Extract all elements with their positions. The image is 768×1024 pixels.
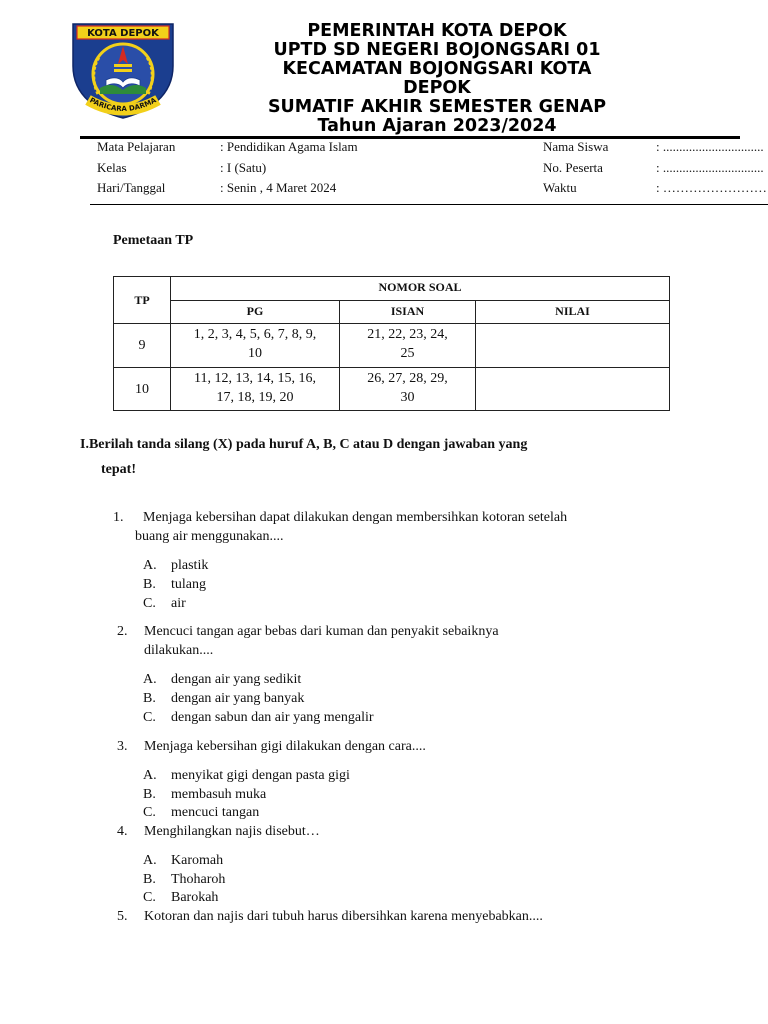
info-label-participant-number: No. Peserta bbox=[543, 160, 603, 175]
option-text[interactable]: Karomah bbox=[171, 853, 224, 868]
question-number: 1. bbox=[113, 510, 124, 525]
info-value-subject: : Pendidikan Agama Islam bbox=[220, 139, 358, 154]
question-text: Menjaga kebersihan dapat dilakukan dengan membersihkan kotoran setelah bbox=[143, 510, 568, 525]
cell-isian-line: 30 bbox=[400, 390, 415, 405]
cell-isian-line: 21, 22, 23, 24, bbox=[367, 327, 448, 342]
cell-tp: 9 bbox=[114, 324, 171, 368]
cell-isian bbox=[340, 324, 476, 368]
pemetaan-table bbox=[113, 276, 670, 411]
cell-isian bbox=[340, 368, 476, 411]
cell-nilai bbox=[476, 368, 670, 411]
option-text[interactable]: menyikat gigi dengan pasta gigi bbox=[171, 768, 350, 783]
cell-nilai bbox=[476, 324, 670, 368]
header-line-3: KECAMATAN BOJONGSARI KOTA bbox=[282, 59, 592, 79]
option-text[interactable]: Thoharoh bbox=[171, 872, 226, 887]
header-nilai: NILAI bbox=[476, 301, 670, 324]
info-label-student-name: Nama Siswa bbox=[543, 139, 609, 154]
logo-text-bottom: PARICARA DARMA bbox=[88, 96, 158, 114]
info-value-date: : Senin , 4 Maret 2024 bbox=[220, 180, 337, 195]
header-divider bbox=[80, 136, 740, 139]
header-tp: TP bbox=[114, 277, 171, 324]
info-label-time: Waktu bbox=[543, 180, 577, 195]
table-row bbox=[114, 324, 670, 368]
cell-pg-line: 1, 2, 3, 4, 5, 6, 7, 8, 9, bbox=[193, 327, 317, 342]
option-letter[interactable]: B. bbox=[143, 577, 156, 592]
cell-pg-line: 11, 12, 13, 14, 15, 16, bbox=[194, 371, 316, 386]
header-isian: ISIAN bbox=[340, 301, 476, 324]
info-label-subject: Mata Pelajaran bbox=[97, 139, 176, 154]
cell-pg bbox=[171, 324, 340, 368]
participant-number-field[interactable]: : ............................... bbox=[656, 160, 764, 175]
cell-isian-line: 25 bbox=[400, 346, 415, 361]
option-letter[interactable]: B. bbox=[143, 787, 156, 802]
pemetaan-title: Pemetaan TP bbox=[113, 233, 194, 248]
option-text[interactable]: Barokah bbox=[171, 890, 219, 905]
instruction-line-2: tepat! bbox=[101, 462, 136, 477]
table-row bbox=[114, 368, 670, 411]
option-letter[interactable]: A. bbox=[143, 672, 157, 687]
question-number: 5. bbox=[117, 909, 128, 924]
option-text[interactable]: plastik bbox=[171, 558, 209, 573]
option-text[interactable]: mencuci tangan bbox=[171, 805, 260, 820]
logo-text-top: KOTA DEPOK bbox=[87, 28, 159, 39]
option-text[interactable]: dengan air yang banyak bbox=[171, 691, 305, 706]
header-line-1: PEMERINTAH KOTA DEPOK bbox=[307, 21, 567, 41]
question-text: dilakukan.... bbox=[144, 643, 214, 658]
option-letter[interactable]: A. bbox=[143, 558, 157, 573]
instruction-line-1: I.Berilah tanda silang (X) pada huruf A, B, C atau D dengan jawaban yang bbox=[80, 437, 528, 452]
cell-pg-line: 17, 18, 19, 20 bbox=[216, 390, 294, 405]
option-letter[interactable]: A. bbox=[143, 768, 157, 783]
cell-pg bbox=[171, 368, 340, 411]
question-text: Mencuci tangan agar bebas dari kuman dan penyakit sebaiknya bbox=[144, 624, 499, 639]
header-line-5: SUMATIF AKHIR SEMESTER GENAP bbox=[267, 97, 607, 117]
option-letter[interactable]: C. bbox=[143, 710, 156, 725]
question-number: 2. bbox=[117, 624, 128, 639]
question-text: Menjaga kebersihan gigi dilakukan dengan cara.... bbox=[144, 739, 426, 754]
option-text[interactable]: dengan sabun dan air yang mengalir bbox=[171, 710, 374, 725]
header-pg: PG bbox=[171, 301, 340, 324]
option-letter[interactable]: C. bbox=[143, 890, 156, 905]
cell-isian-line: 26, 27, 28, 29, bbox=[367, 371, 448, 386]
option-letter[interactable]: B. bbox=[143, 872, 156, 887]
cell-pg-line: 10 bbox=[248, 346, 262, 361]
option-text[interactable]: tulang bbox=[171, 577, 206, 592]
header-nomor-soal: NOMOR SOAL bbox=[171, 277, 670, 301]
option-text[interactable]: membasuh muka bbox=[171, 787, 267, 802]
option-letter[interactable]: A. bbox=[143, 853, 157, 868]
info-divider bbox=[90, 204, 768, 205]
header-line-2: UPTD SD NEGERI BOJONGSARI 01 bbox=[273, 40, 601, 60]
question-text: Kotoran dan najis dari tubuh harus dibersihkan karena menyebabkan.... bbox=[144, 909, 543, 924]
school-header bbox=[190, 22, 684, 136]
instruction bbox=[80, 432, 720, 482]
option-letter[interactable]: C. bbox=[143, 805, 156, 820]
cell-tp: 10 bbox=[114, 368, 171, 411]
option-letter[interactable]: B. bbox=[143, 691, 156, 706]
header-line-6: Tahun Ajaran 2023/2024 bbox=[317, 116, 557, 136]
option-text[interactable]: dengan air yang sedikit bbox=[171, 672, 302, 687]
kota-depok-logo bbox=[70, 22, 176, 120]
info-label-class: Kelas bbox=[97, 160, 127, 175]
student-name-field[interactable]: : ............................... bbox=[656, 139, 764, 154]
question-text: buang air menggunakan.... bbox=[135, 529, 284, 544]
info-value-class: : I (Satu) bbox=[220, 160, 267, 175]
time-field[interactable]: : …………………… bbox=[656, 180, 767, 195]
question-number: 4. bbox=[117, 824, 128, 839]
question-text: Menghilangkan najis disebut… bbox=[144, 824, 320, 839]
option-letter[interactable]: C. bbox=[143, 596, 156, 611]
info-label-date: Hari/Tanggal bbox=[97, 180, 166, 195]
header-line-4: DEPOK bbox=[403, 78, 471, 98]
question-number: 3. bbox=[117, 739, 128, 754]
option-text[interactable]: air bbox=[171, 596, 186, 611]
